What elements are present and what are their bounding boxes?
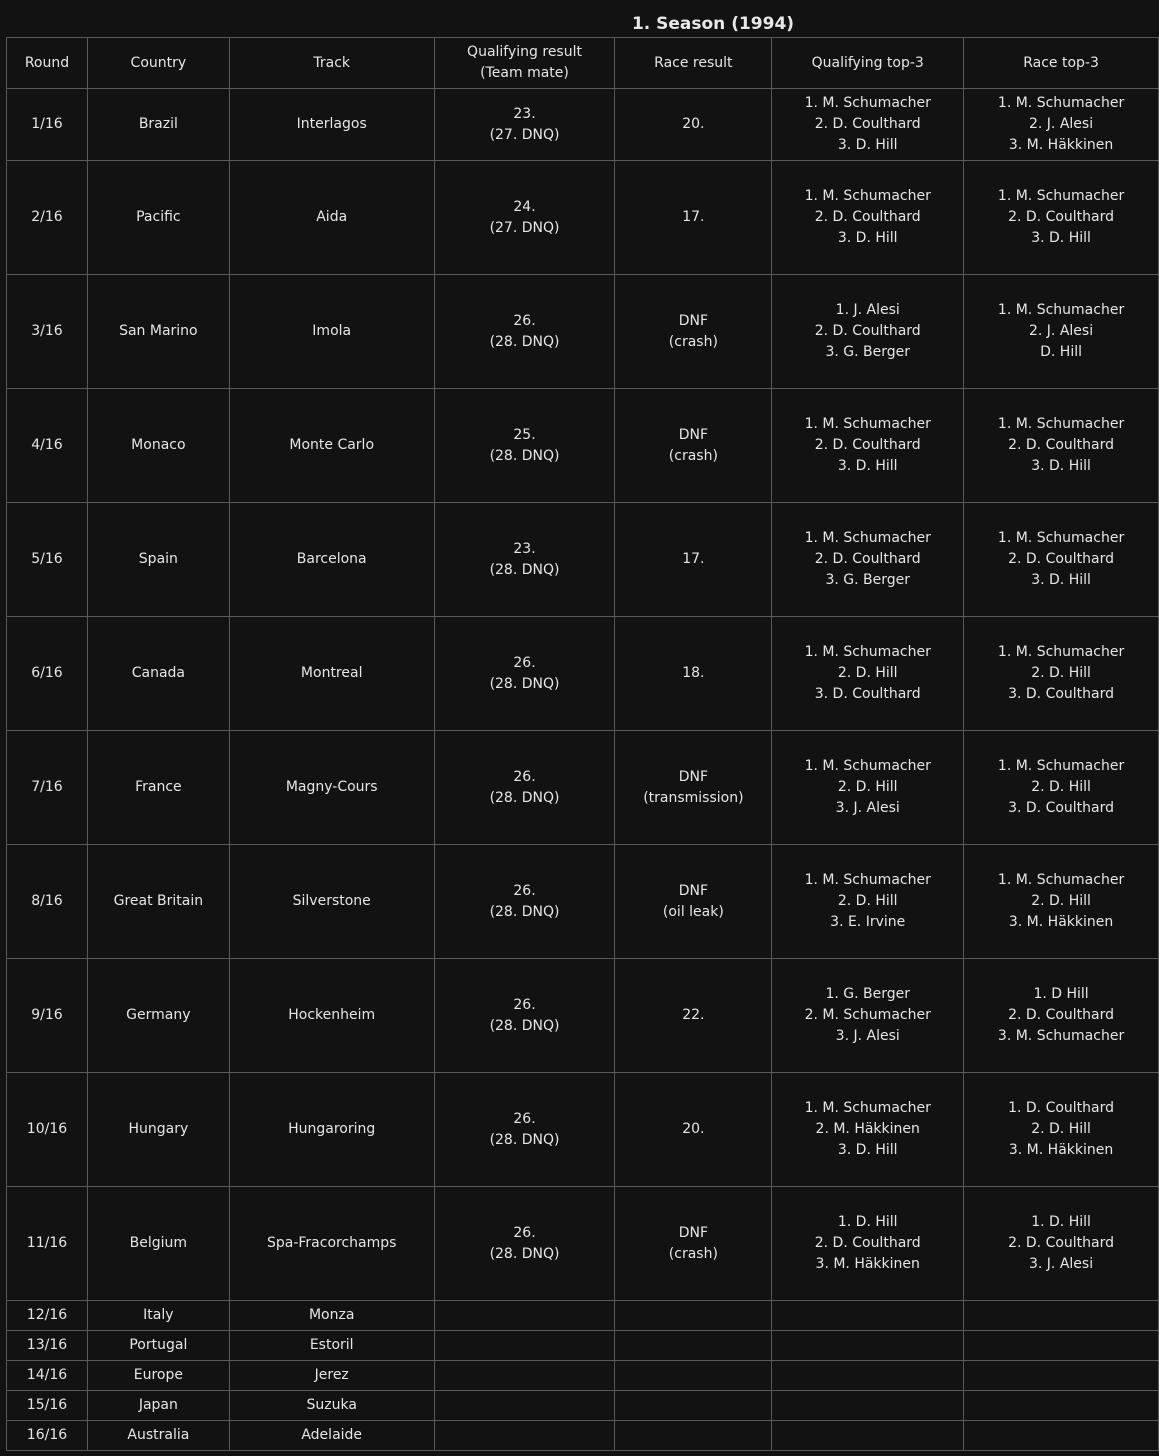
qualifying-result-cell <box>434 1187 615 1301</box>
table-row <box>7 1391 1159 1421</box>
qualifying-top3-cell <box>772 1391 964 1421</box>
cell-text: (27. DNQ) <box>489 126 560 143</box>
cell-text: 20. <box>682 1121 705 1137</box>
cell-text: 3. D. Hill <box>1031 572 1091 588</box>
cell-text: 2. D. Hill <box>1031 893 1091 909</box>
table-row <box>7 89 1159 161</box>
cell-text: 2. D. Coulthard <box>1008 437 1115 453</box>
cell-text: 2. D. Hill <box>1031 779 1091 795</box>
cell-text: 2. D. Coulthard <box>1008 1007 1115 1023</box>
qualifying-top3-cell <box>772 89 964 161</box>
table-row <box>7 617 1159 731</box>
header-label: Round <box>24 54 70 71</box>
page-title: 1. Season (1994) <box>631 14 795 34</box>
table-row <box>7 1361 1159 1391</box>
cell-text: (28. DNQ) <box>489 333 560 350</box>
qualifying-top3-cell <box>772 1187 964 1301</box>
race-top3-cell <box>964 275 1159 389</box>
header-label: Qualifying top-3 <box>811 54 924 71</box>
cell-text: 26. <box>513 1224 536 1241</box>
track-cell <box>229 1187 434 1301</box>
cell-text: (oil leak) <box>662 903 724 920</box>
cell-text: 23. <box>513 540 536 557</box>
country-cell <box>87 845 229 959</box>
cell-text: 3. D. Hill <box>837 230 898 246</box>
header-qualifying-result <box>434 38 615 89</box>
cell-text: (crash) <box>668 1245 718 1262</box>
header-label: Race result <box>654 54 733 71</box>
round-cell <box>7 731 88 845</box>
header-round <box>7 38 88 89</box>
cell-text: Australia <box>127 1427 190 1443</box>
cell-text: 3/16 <box>31 323 63 339</box>
race-top3-cell <box>964 89 1159 161</box>
race-top3-cell <box>964 1391 1159 1421</box>
track-cell <box>229 1361 434 1391</box>
cell-text: (28. DNQ) <box>489 1017 560 1034</box>
header-label: Qualifying result <box>467 44 582 60</box>
cell-text: 8/16 <box>31 893 63 909</box>
track-cell <box>229 1301 434 1331</box>
qualifying-top3-cell <box>772 1361 964 1391</box>
cell-text: 1. M. Schumacher <box>997 188 1125 204</box>
round-cell <box>7 1421 88 1451</box>
qualifying-result-cell <box>434 389 615 503</box>
race-top3-cell <box>964 1073 1159 1187</box>
track-cell <box>229 845 434 959</box>
race-top3-cell <box>964 845 1159 959</box>
cell-text: DNF <box>678 882 709 899</box>
cell-text: DNF <box>678 426 709 443</box>
cell-text: 7/16 <box>31 779 63 795</box>
cell-text: Magny-Cours <box>285 779 378 795</box>
cell-text: (28. DNQ) <box>489 1245 560 1262</box>
season-results-table <box>6 37 1159 1451</box>
track-cell <box>229 959 434 1073</box>
track-cell <box>229 731 434 845</box>
cell-text: 1. M. Schumacher <box>997 530 1125 546</box>
cell-text: Aida <box>316 209 348 225</box>
cell-text: 1. M. Schumacher <box>997 95 1125 111</box>
table-row <box>7 503 1159 617</box>
qualifying-result-cell <box>434 503 615 617</box>
race-top3-cell <box>964 161 1159 275</box>
cell-text: Estoril <box>309 1337 354 1353</box>
race-result-cell <box>615 617 772 731</box>
race-top3-cell <box>964 1331 1159 1361</box>
race-top3-cell <box>964 1187 1159 1301</box>
cell-text: 1. M. Schumacher <box>804 530 931 546</box>
qualifying-top3-cell <box>772 275 964 389</box>
round-cell <box>7 161 88 275</box>
cell-text: 1. D. Hill <box>1031 1214 1091 1230</box>
track-cell <box>229 503 434 617</box>
cell-text: Montreal <box>300 665 363 681</box>
cell-text: Imola <box>312 323 352 339</box>
cell-text: 2. D. Coulthard <box>814 551 921 567</box>
qualifying-top3-cell <box>772 503 964 617</box>
race-result-cell <box>615 1301 772 1331</box>
cell-text: 2. D. Hill <box>1031 665 1091 681</box>
qualifying-result-cell <box>434 1391 615 1421</box>
cell-text: Portugal <box>129 1337 188 1353</box>
cell-text: 1. M. Schumacher <box>997 872 1125 888</box>
round-cell <box>7 845 88 959</box>
cell-text: 12/16 <box>26 1307 68 1323</box>
qualifying-top3-cell <box>772 959 964 1073</box>
race-result-cell <box>615 389 772 503</box>
country-cell <box>87 89 229 161</box>
qualifying-result-cell <box>434 89 615 161</box>
cell-text: 3. D. Hill <box>837 137 898 153</box>
country-cell <box>87 1361 229 1391</box>
qualifying-top3-cell <box>772 1331 964 1361</box>
race-top3-cell <box>964 617 1159 731</box>
cell-text: 1. M. Schumacher <box>997 302 1125 318</box>
qualifying-result-cell <box>434 275 615 389</box>
race-result-cell <box>615 1187 772 1301</box>
race-top3-cell <box>964 1301 1159 1331</box>
cell-text: Monaco <box>131 437 186 453</box>
cell-text: 1. D Hill <box>1033 986 1089 1002</box>
country-cell <box>87 959 229 1073</box>
qualifying-result-cell <box>434 161 615 275</box>
cell-text: Canada <box>131 665 185 681</box>
track-cell <box>229 89 434 161</box>
cell-text: 2. D. Coulthard <box>814 1235 921 1251</box>
race-result-cell <box>615 1073 772 1187</box>
track-cell <box>229 161 434 275</box>
cell-text: 20. <box>682 116 705 132</box>
table-row <box>7 959 1159 1073</box>
cell-text: 15/16 <box>26 1397 68 1413</box>
qualifying-top3-cell <box>772 1301 964 1331</box>
track-cell <box>229 1331 434 1361</box>
header-label: Race top-3 <box>1023 54 1099 71</box>
cell-text: (28. DNQ) <box>489 675 560 692</box>
cell-text: 3. D. Hill <box>837 458 898 474</box>
qualifying-result-cell <box>434 1361 615 1391</box>
race-top3-cell <box>964 503 1159 617</box>
race-result-cell <box>615 275 772 389</box>
race-top3-cell <box>964 1361 1159 1391</box>
race-result-cell <box>615 1361 772 1391</box>
country-cell <box>87 389 229 503</box>
cell-text: 3. D. Hill <box>1031 458 1091 474</box>
cell-text: 2. M. Häkkinen <box>815 1121 920 1137</box>
cell-text: France <box>135 779 182 795</box>
track-cell <box>229 389 434 503</box>
cell-text: Spain <box>138 551 178 567</box>
cell-text: Italy <box>143 1307 174 1323</box>
round-cell <box>7 1391 88 1421</box>
cell-text: 1. M. Schumacher <box>804 95 931 111</box>
table-row <box>7 1301 1159 1331</box>
round-cell <box>7 389 88 503</box>
qualifying-result-cell <box>434 1073 615 1187</box>
cell-text: 1. M. Schumacher <box>804 758 931 774</box>
cell-text: 17. <box>682 551 705 567</box>
cell-text: Hockenheim <box>288 1007 376 1023</box>
cell-text: 17. <box>682 209 705 225</box>
qualifying-top3-cell <box>772 617 964 731</box>
track-cell <box>229 1391 434 1421</box>
track-cell <box>229 1073 434 1187</box>
cell-text: 3. D. Coulthard <box>814 686 921 702</box>
cell-text: 26. <box>513 882 536 899</box>
cell-text: 22. <box>682 1007 705 1023</box>
table-row <box>7 161 1159 275</box>
cell-text: Adelaide <box>301 1427 363 1443</box>
cell-text: Pacific <box>136 209 181 225</box>
header-race-result <box>615 38 772 89</box>
cell-text: 3. D. Hill <box>837 1142 898 1158</box>
cell-text: 1. M. Schumacher <box>997 416 1125 432</box>
qualifying-result-cell <box>434 1331 615 1361</box>
cell-text: 2. J. Alesi <box>1029 116 1094 132</box>
cell-text: 5/16 <box>31 551 63 567</box>
race-result-cell <box>615 503 772 617</box>
cell-text: 2. D. Hill <box>837 893 898 909</box>
cell-text: 1. M. Schumacher <box>997 758 1125 774</box>
cell-text: 2. M. Schumacher <box>804 1007 931 1023</box>
cell-text: 26. <box>513 768 536 785</box>
cell-text: 16/16 <box>26 1427 68 1443</box>
cell-text: Monza <box>308 1307 355 1323</box>
qualifying-top3-cell <box>772 731 964 845</box>
country-cell <box>87 1301 229 1331</box>
race-top3-cell <box>964 959 1159 1073</box>
country-cell <box>87 731 229 845</box>
cell-text: 26. <box>513 996 536 1013</box>
cell-text: Belgium <box>129 1235 188 1251</box>
header-label: Track <box>313 54 351 71</box>
cell-text: 2/16 <box>31 209 63 225</box>
cell-text: 1/16 <box>31 116 63 132</box>
cell-text: 1. G. Berger <box>825 986 910 1002</box>
race-top3-cell <box>964 731 1159 845</box>
race-top3-cell <box>964 1421 1159 1451</box>
race-result-cell <box>615 959 772 1073</box>
header-qualifying-top3 <box>772 38 964 89</box>
qualifying-result-cell <box>434 731 615 845</box>
round-cell <box>7 1331 88 1361</box>
cell-text: Germany <box>126 1007 191 1023</box>
round-cell <box>7 89 88 161</box>
cell-text: 6/16 <box>31 665 63 681</box>
cell-text: 3. J. Alesi <box>835 1028 900 1044</box>
cell-text: Hungary <box>128 1121 189 1137</box>
cell-text: 3. J. Alesi <box>835 800 900 816</box>
cell-text: 14/16 <box>26 1367 68 1383</box>
cell-text: 25. <box>513 426 536 443</box>
header-track <box>229 38 434 89</box>
cell-text: (28. DNQ) <box>489 1131 560 1148</box>
cell-text: DNF <box>678 312 709 329</box>
cell-text: (28. DNQ) <box>489 561 560 578</box>
cell-text: (28. DNQ) <box>489 789 560 806</box>
cell-text: 3. G. Berger <box>825 344 910 360</box>
cell-text: (transmission) <box>643 789 744 806</box>
cell-text: (27. DNQ) <box>489 219 560 236</box>
cell-text: 2. D. Coulthard <box>1008 1235 1115 1251</box>
race-result-cell <box>615 89 772 161</box>
race-result-cell <box>615 1421 772 1451</box>
cell-text: Barcelona <box>296 551 367 567</box>
track-cell <box>229 617 434 731</box>
cell-text: 11/16 <box>26 1235 68 1251</box>
cell-text: 3. D. Coulthard <box>1008 800 1115 816</box>
cell-text: 3. D. Coulthard <box>1008 686 1115 702</box>
qualifying-result-cell <box>434 959 615 1073</box>
cell-text: Europe <box>133 1367 183 1383</box>
qualifying-top3-cell <box>772 1073 964 1187</box>
cell-text: 1. M. Schumacher <box>804 1100 931 1116</box>
qualifying-top3-cell <box>772 845 964 959</box>
race-result-cell <box>615 1391 772 1421</box>
cell-text: 2. D. Hill <box>837 779 898 795</box>
table-row <box>7 845 1159 959</box>
cell-text: 26. <box>513 312 536 329</box>
country-cell <box>87 1391 229 1421</box>
cell-text: Silverstone <box>292 893 371 909</box>
cell-text: 1. M. Schumacher <box>997 644 1125 660</box>
cell-text: 1. D. Coulthard <box>1008 1100 1115 1116</box>
cell-text: Suzuka <box>306 1397 357 1413</box>
cell-text: (crash) <box>668 447 718 464</box>
qualifying-top3-cell <box>772 161 964 275</box>
race-top3-cell <box>964 389 1159 503</box>
cell-text: 3. M. Schumacher <box>997 1028 1125 1044</box>
cell-text: 3. G. Berger <box>825 572 910 588</box>
round-cell <box>7 1073 88 1187</box>
qualifying-top3-cell <box>772 389 964 503</box>
country-cell <box>87 275 229 389</box>
cell-text: 13/16 <box>26 1337 68 1353</box>
cell-text: San Marino <box>119 323 198 339</box>
cell-text: 18. <box>682 665 705 681</box>
cell-text: 9/16 <box>31 1007 63 1023</box>
cell-text: 2. D. Coulthard <box>1008 551 1115 567</box>
cell-text: 3. M. Häkkinen <box>1008 137 1114 153</box>
round-cell <box>7 1187 88 1301</box>
cell-text: 2. D. Coulthard <box>814 209 921 225</box>
cell-text: 23. <box>513 105 536 122</box>
round-cell <box>7 959 88 1073</box>
cell-text: 3. E. Irvine <box>830 914 906 930</box>
table-row <box>7 275 1159 389</box>
table-body <box>7 89 1159 1451</box>
cell-text: 26. <box>513 1110 536 1127</box>
cell-text: Monte Carlo <box>289 437 375 453</box>
country-cell <box>87 617 229 731</box>
cell-text: 2. D. Hill <box>837 665 898 681</box>
race-result-cell <box>615 1331 772 1361</box>
cell-text: Japan <box>138 1397 178 1413</box>
cell-text: 24. <box>513 198 536 215</box>
cell-text: 2. D. Coulthard <box>814 323 921 339</box>
cell-text: 3. M. Häkkinen <box>815 1256 920 1272</box>
header-label: Country <box>130 54 187 71</box>
cell-text: (crash) <box>668 333 718 350</box>
cell-text: Hungaroring <box>288 1121 376 1137</box>
cell-text: 2. D. Coulthard <box>814 116 921 132</box>
qualifying-result-cell <box>434 1421 615 1451</box>
qualifying-result-cell <box>434 845 615 959</box>
qualifying-result-cell <box>434 1301 615 1331</box>
cell-text: Brazil <box>138 116 178 132</box>
cell-text: 1. M. Schumacher <box>804 872 931 888</box>
cell-text: 10/16 <box>26 1121 68 1137</box>
track-cell <box>229 275 434 389</box>
round-cell <box>7 1301 88 1331</box>
country-cell <box>87 1073 229 1187</box>
cell-text: 1. M. Schumacher <box>804 188 931 204</box>
round-cell <box>7 275 88 389</box>
cell-text: 1. D. Hill <box>837 1214 898 1230</box>
country-cell <box>87 1421 229 1451</box>
track-cell <box>229 1421 434 1451</box>
cell-text: 26. <box>513 654 536 671</box>
cell-text: 1. M. Schumacher <box>804 416 931 432</box>
cell-text: 2. D. Coulthard <box>1008 209 1115 225</box>
table-row <box>7 1187 1159 1301</box>
cell-text: 3. D. Hill <box>1031 230 1091 246</box>
country-cell <box>87 1187 229 1301</box>
cell-text: 1. J. Alesi <box>835 302 900 318</box>
cell-text: Jerez <box>314 1367 349 1383</box>
cell-text: 1. M. Schumacher <box>804 644 931 660</box>
table-row <box>7 1331 1159 1361</box>
cell-text: 2. D. Coulthard <box>814 437 921 453</box>
round-cell <box>7 617 88 731</box>
race-result-cell <box>615 731 772 845</box>
race-result-cell <box>615 845 772 959</box>
header-race-top3 <box>964 38 1159 89</box>
cell-text: Great Britain <box>113 893 204 909</box>
cell-text: 3. J. Alesi <box>1029 1256 1094 1272</box>
cell-text: DNF <box>678 1224 709 1241</box>
round-cell <box>7 503 88 617</box>
cell-text: 3. M. Häkkinen <box>1008 1142 1114 1158</box>
cell-text: Spa-Fracorchamps <box>266 1235 397 1251</box>
cell-text: DNF <box>678 768 709 785</box>
table-header-row <box>7 38 1159 89</box>
cell-text: (28. DNQ) <box>489 903 560 920</box>
qualifying-result-cell <box>434 617 615 731</box>
table-row <box>7 1073 1159 1187</box>
cell-text: 4/16 <box>31 437 63 453</box>
qualifying-top3-cell <box>772 1421 964 1451</box>
round-cell <box>7 1361 88 1391</box>
cell-text: Interlagos <box>296 116 367 132</box>
cell-text: 2. J. Alesi <box>1029 323 1094 339</box>
country-cell <box>87 503 229 617</box>
table-row <box>7 731 1159 845</box>
cell-text: 2. D. Hill <box>1031 1121 1091 1137</box>
cell-text: (28. DNQ) <box>489 447 560 464</box>
country-cell <box>87 1331 229 1361</box>
header-label: (Team mate) <box>480 65 569 81</box>
table-row <box>7 389 1159 503</box>
cell-text: 3. M. Häkkinen <box>1008 914 1114 930</box>
table-row <box>7 1421 1159 1451</box>
country-cell <box>87 161 229 275</box>
race-result-cell <box>615 161 772 275</box>
cell-text: D. Hill <box>1040 344 1082 360</box>
header-country <box>87 38 229 89</box>
